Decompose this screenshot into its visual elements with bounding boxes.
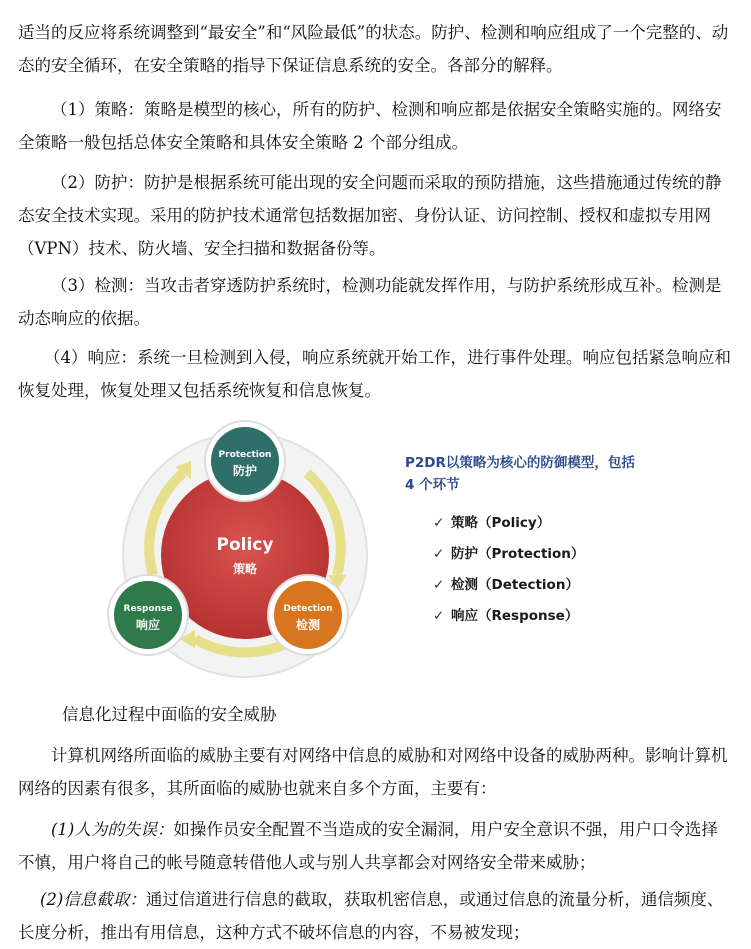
paragraph-intro: 适当的反应将系统调整到“最安全”和“风险最低”的状态。防护、检测和响应组成了一个完整的、动态的安全循环，在安全策略的指导下保证信息系统的安全。各部分的解释。 <box>18 23 729 75</box>
checkmark-icon: ✓ <box>433 546 445 562</box>
threat-label: (2)信息截取： <box>40 890 146 909</box>
legend-title-line1: P2DR以策略为核心的防御模型，包括 <box>405 455 635 471</box>
paragraph-response: （4）响应：系统一旦检测到入侵，响应系统就开始工作，进行事件处理。响应包括紧急响应和恢复处理，恢复处理又包括系统恢复和信息恢复。 <box>18 348 731 400</box>
legend-item-response <box>433 601 665 632</box>
checkmark-icon: ✓ <box>433 515 445 531</box>
legend-item-label: 检测（Detection） <box>451 577 579 593</box>
paragraph-protection: （2）防护：防护是根据系统可能出现的安全问题而采取的预防措施，这些措施通过传统的静态安全技术实现。采用的防护技术通常包括数据加密、身份认证、访问控制、授权和虚拟专用网（VPN）技术、防火墙、安全扫描和数据备份等。 <box>18 173 722 258</box>
protection-circle <box>211 427 279 495</box>
legend-list <box>433 508 665 632</box>
checkmark-icon: ✓ <box>433 577 445 593</box>
legend-item-detection <box>433 570 665 601</box>
detection-circle <box>274 581 342 649</box>
checkmark-icon: ✓ <box>433 608 445 624</box>
response-label-en: Response <box>123 604 173 614</box>
protection-label-zh: 防护 <box>232 464 258 478</box>
protection-label-en: Protection <box>218 450 272 460</box>
section-heading: 信息化过程中面临的安全威胁 <box>62 705 277 724</box>
legend-item-label: 防护（Protection） <box>451 546 585 562</box>
p2dr-legend <box>405 452 665 632</box>
threat-item-human-error <box>18 813 734 879</box>
paragraph-threat-intro: 计算机网络所面临的威胁主要有对网络中信息的威胁和对网络中设备的威胁两种。影响计算机网络的因素有很多，其所面临的威胁也就来自多个方面，主要有： <box>18 746 728 798</box>
threat-text: 通过信道进行信息的截取，获取机密信息，或通过信息的流量分析，通信频度、长度分析，推出有用信息，这种方式不破坏信息的内容，不易被发现； <box>18 890 724 942</box>
response-circle <box>114 581 182 649</box>
detection-label-zh: 检测 <box>295 618 321 632</box>
legend-item-label: 响应（Response） <box>451 608 579 624</box>
legend-item-policy <box>433 508 665 539</box>
legend-item-label: 策略（Policy） <box>451 515 551 531</box>
policy-label-zh: 策略 <box>232 562 258 576</box>
threat-label: (1)人为的失误： <box>51 820 174 839</box>
p2dr-cycle-graphic <box>95 415 395 685</box>
threat-item-interception <box>18 883 734 949</box>
paragraph-detection: （3）检测：当攻击者穿透防护系统时，检测功能就发挥作用，与防护系统形成互补。检测是动态响应的依据。 <box>18 276 722 328</box>
threat-text: 如操作员安全配置不当造成的安全漏洞，用户安全意识不强，用户口令选择不慎，用户将自己的帐号随意转借他人或与别人共享都会对网络安全带来威胁； <box>18 820 718 872</box>
legend-item-protection <box>433 539 665 570</box>
policy-label-en: Policy <box>216 535 274 555</box>
detection-label-en: Detection <box>283 604 333 614</box>
response-label-zh: 响应 <box>135 618 161 632</box>
legend-title-line2: 4 个环节 <box>405 477 460 493</box>
paragraph-policy: （1）策略：策略是模型的核心，所有的防护、检测和响应都是依据安全策略实施的。网络安全策略一般包括总体安全策略和具体安全策略 2 个部分组成。 <box>18 100 722 152</box>
